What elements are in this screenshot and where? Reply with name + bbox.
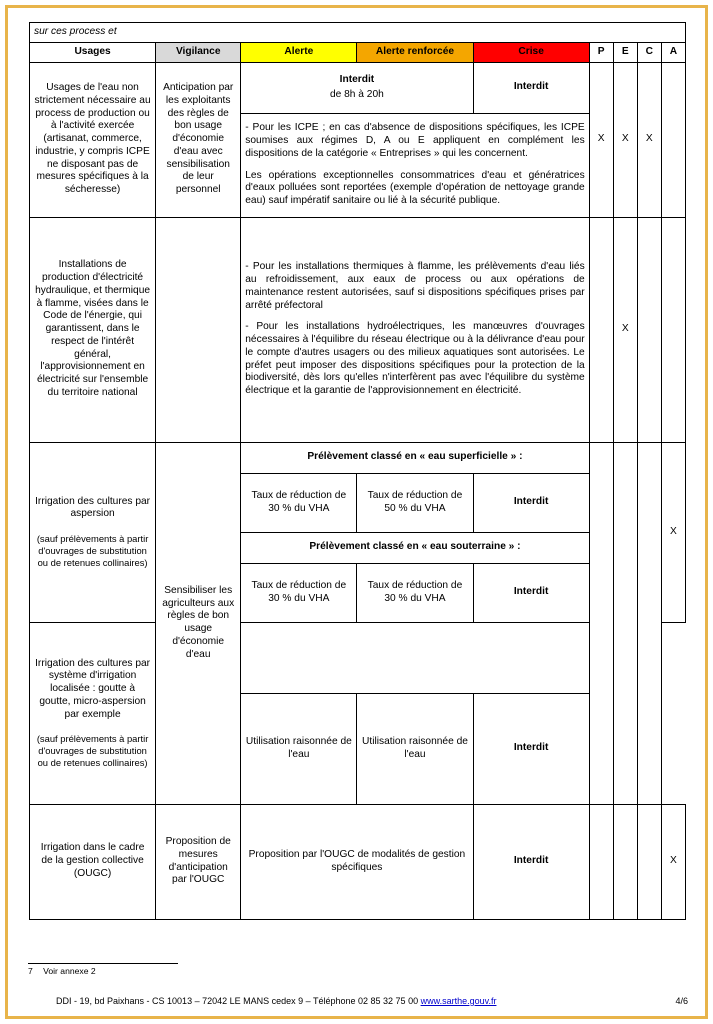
table-row-top-fragment xyxy=(30,23,686,43)
row3-crise-sup: Interdit xyxy=(473,473,589,532)
row1-note-1: - Pour les ICPE ; en cas d'absence de dispositions spécifiques, les ICPE soumises aux régimes D, A ou E appliquent en complément les dispositions de la catégorie « Entreprises » qui les concernent. xyxy=(245,122,585,159)
table-row xyxy=(30,804,686,919)
row3-mark-e xyxy=(613,442,637,804)
row5-usage: Irrigation dans le cadre de la gestion collective (OUGC) xyxy=(30,804,156,919)
row3-mark-p xyxy=(589,442,613,804)
row2-notes xyxy=(241,217,589,442)
row4-usage-main: Irrigation des cultures par système d'irrigation localisée : goutte à goutte, micro-aspersion par exemple xyxy=(35,657,151,720)
table-row xyxy=(30,442,686,473)
footer-address-block xyxy=(56,996,496,1006)
header-a: A xyxy=(661,42,685,62)
row3-usage xyxy=(30,442,156,622)
row3-alerte-sou: Taux de réduction de 30 % du VHA xyxy=(241,563,357,622)
header-c: C xyxy=(637,42,661,62)
row5-vigilance: Proposition de mesures d'anticipation par l'OUGC xyxy=(156,804,241,919)
table-row xyxy=(30,62,686,113)
footer-url[interactable]: www.sarthe.gouv.fr xyxy=(420,996,497,1006)
row1-interdit-hours: de 8h à 20h xyxy=(329,88,384,100)
row5-mark-a: X xyxy=(661,804,685,919)
row4-spacer xyxy=(241,622,589,693)
row4-crise: Interdit xyxy=(473,693,589,804)
row1-usage: Usages de l'eau non strictement nécessaire au process de production ou à l'activité exercée (artisanat, commerce, industrie, y compris ICPE ne disposant pas de mesures spécifiques à la sécheresse) xyxy=(30,62,156,217)
header-alerte-renforcee: Alerte renforcée xyxy=(357,42,473,62)
row5-alerte-span: Proposition par l'OUGC de modalités de gestion spécifiques xyxy=(241,804,473,919)
header-usages: Usages xyxy=(30,42,156,62)
restrictions-table xyxy=(29,22,686,920)
table-header-row xyxy=(30,42,686,62)
row5-mark-p xyxy=(589,804,613,919)
row1-interdit-label: Interdit xyxy=(339,73,375,85)
row1-notes xyxy=(241,113,589,217)
footer-page-number: 4/6 xyxy=(675,996,688,1006)
row1-crise: Interdit xyxy=(473,62,589,113)
row1-mark-c: X xyxy=(637,62,661,217)
row5-mark-c xyxy=(637,804,661,919)
header-crise: Crise xyxy=(473,42,589,62)
row3-alerte-renforcee-sou: Taux de réduction de 30 % du VHA xyxy=(357,563,473,622)
row3-mark-c xyxy=(637,442,661,804)
row1-mark-a xyxy=(661,62,685,217)
row3-vigilance: Sensibiliser les agriculteurs aux règles de bon usage d'économie d'eau xyxy=(156,442,241,804)
row4-usage-sub: (sauf prélèvements à partir d'ouvrages de substitution ou de retenues collinaires) xyxy=(36,733,149,768)
footer-address: DDI - 19, bd Paixhans - CS 10013 – 72042 LE MANS cedex 9 – Téléphone 02 85 32 75 00 xyxy=(56,996,421,1006)
row3-mark-a: X xyxy=(661,442,685,622)
row2-vigilance-empty xyxy=(156,217,241,442)
row1-note-2: Les opérations exceptionnelles consommatrices d'eau et génératrices d'eaux polluées sont reportées (exemple d'opération de nettoyage grande eau) sauf impératif sanitaire ou lié à la sécurité publique. xyxy=(245,169,585,206)
row3-alerte-sup: Taux de réduction de 30 % du VHA xyxy=(241,473,357,532)
row5-crise: Interdit xyxy=(473,804,589,919)
row1-mark-e: X xyxy=(613,62,637,217)
row3-band-souterraine: Prélèvement classé en « eau souterraine » : xyxy=(241,532,589,563)
row2-mark-p xyxy=(589,217,613,442)
row2-mark-e: X xyxy=(613,217,637,442)
row2-usage: Installations de production d'électricité hydraulique, et thermique à flamme, visées dans le Code de l'énergie, qui garantissent, dans le respect de l'intérêt général, l'approvisionnement en électricité sur l'ensemble du territoire national xyxy=(30,217,156,442)
row4-alerte-renforcee: Utilisation raisonnée de l'eau xyxy=(357,693,473,804)
row3-crise-sou: Interdit xyxy=(473,563,589,622)
footnote-number: 7 xyxy=(28,966,33,976)
top-fragment-text: sur ces process et xyxy=(30,23,686,43)
row1-mark-p: X xyxy=(589,62,613,217)
page-footer xyxy=(28,996,688,1006)
header-p: P xyxy=(589,42,613,62)
row2-note-2: - Pour les installations hydroélectriques, les manœuvres d'ouvrages nécessaires à l'équilibre du réseau électrique ou à la délivrance d'eau pour le compte d'autres usagers ou des milieux aquatiques sont autorisées. Le préfet peut imposer des dispositions spécifiques pour la protection de la biodiversité, dès lors qu'elles n'interfèrent pas avec l'équilibre du système électrique et la garantie de l'approvisionnement en électricité. xyxy=(245,321,585,396)
row1-vigilance: Anticipation par les exploitants des règles de bon usage d'économie d'eau avec sensibilisation de leur personnel xyxy=(156,62,241,217)
footnote xyxy=(28,963,688,976)
header-e: E xyxy=(613,42,637,62)
footnote-rule xyxy=(28,963,178,964)
row3-usage-main: Irrigation des cultures par aspersion xyxy=(35,495,151,520)
row1-interdit-cell xyxy=(241,62,473,113)
row2-note-1: - Pour les installations thermiques à flamme, les prélèvements d'eau liés au refroidissement, aux eaux de process ou aux opérations de maintenance restent autorisées, sauf si dispositions spécifiques prises par arrêté préfectoral xyxy=(245,261,585,311)
row4-alerte: Utilisation raisonnée de l'eau xyxy=(241,693,357,804)
table-row xyxy=(30,217,686,442)
header-vigilance: Vigilance xyxy=(156,42,241,62)
row4-usage xyxy=(30,622,156,804)
row5-mark-e xyxy=(613,804,637,919)
row3-alerte-renforcee-sup: Taux de réduction de 50 % du VHA xyxy=(357,473,473,532)
row2-mark-a xyxy=(661,217,685,442)
footnote-text: Voir annexe 2 xyxy=(43,966,96,976)
row3-band-superficielle: Prélèvement classé en « eau superficielle » : xyxy=(241,442,589,473)
header-alerte: Alerte xyxy=(241,42,357,62)
row3-usage-sub: (sauf prélèvements à partir d'ouvrages de substitution ou de retenues collinaires) xyxy=(36,533,149,568)
row2-mark-c xyxy=(637,217,661,442)
